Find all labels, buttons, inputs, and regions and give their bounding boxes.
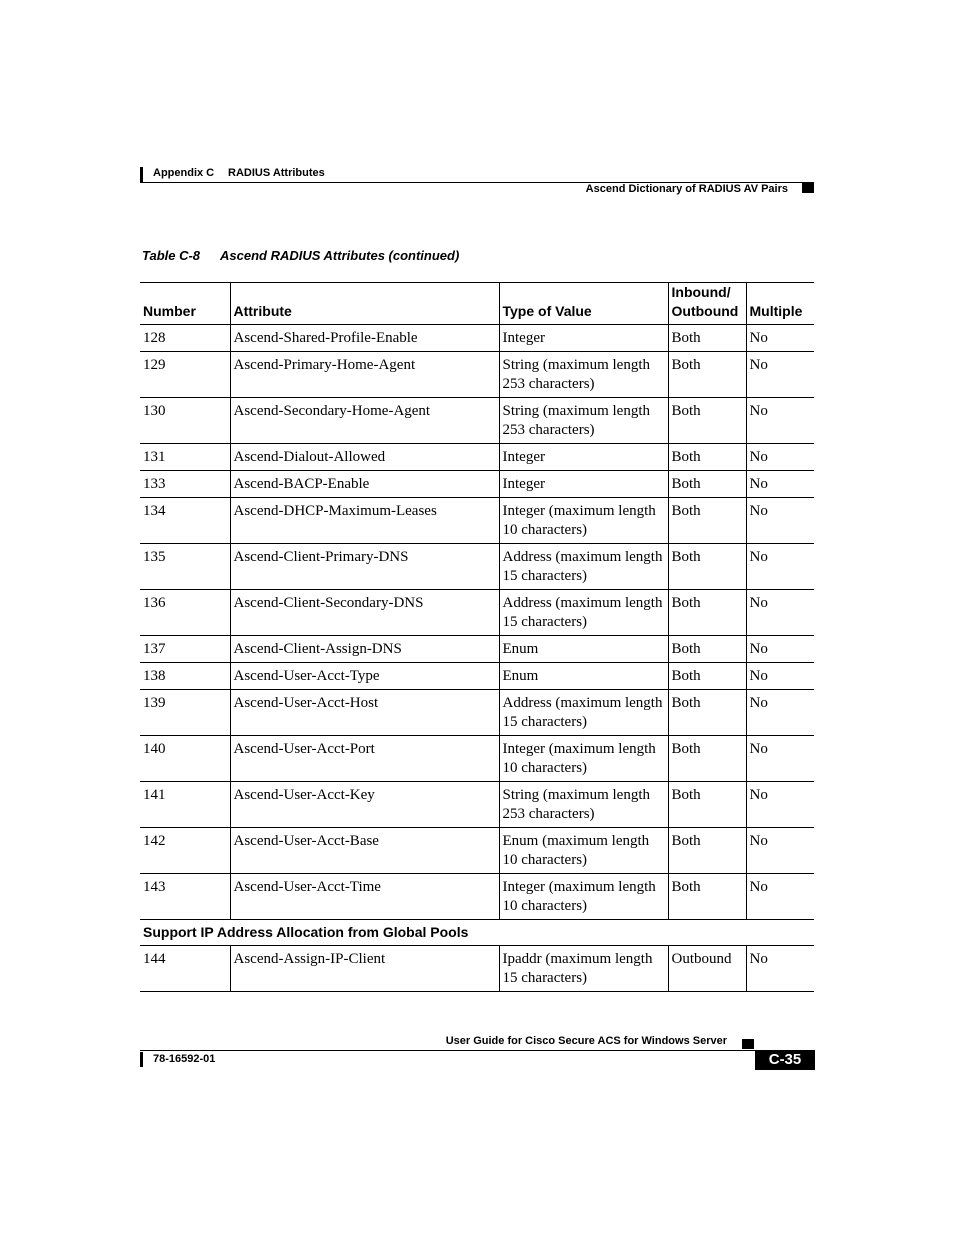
cell-multiple: No <box>746 874 814 920</box>
cell-attribute: Ascend-Primary-Home-Agent <box>230 352 499 398</box>
cell-attribute: Ascend-User-Acct-Type <box>230 663 499 690</box>
cell-multiple: No <box>746 444 814 471</box>
cell-number: 141 <box>140 782 230 828</box>
cell-attribute: Ascend-Secondary-Home-Agent <box>230 398 499 444</box>
cell-direction: Outbound <box>668 946 746 992</box>
cell-multiple: No <box>746 736 814 782</box>
cell-type: Integer <box>499 444 668 471</box>
cell-multiple: No <box>746 398 814 444</box>
table-header-row <box>140 283 814 325</box>
table-row <box>140 352 814 398</box>
header-bar <box>140 167 143 182</box>
column-header-type: Type of Value <box>499 283 668 325</box>
cell-direction: Both <box>668 544 746 590</box>
cell-direction: Both <box>668 498 746 544</box>
cell-attribute: Ascend-User-Acct-Key <box>230 782 499 828</box>
group-body <box>140 946 814 992</box>
column-header-number: Number <box>140 283 230 325</box>
table-row <box>140 636 814 663</box>
cell-type: String (maximum length 253 characters) <box>499 352 668 398</box>
cell-attribute: Ascend-Client-Secondary-DNS <box>230 590 499 636</box>
cell-number: 143 <box>140 874 230 920</box>
cell-attribute: Ascend-User-Acct-Host <box>230 690 499 736</box>
cell-direction: Both <box>668 663 746 690</box>
cell-number: 135 <box>140 544 230 590</box>
cell-number: 134 <box>140 498 230 544</box>
cell-multiple: No <box>746 325 814 352</box>
column-header-multiple: Multiple <box>746 283 814 325</box>
footer-doc-number: 78-16592-01 <box>153 1053 216 1065</box>
group-heading-row <box>140 920 814 946</box>
cell-type: Address (maximum length 15 characters) <box>499 590 668 636</box>
cell-direction: Both <box>668 398 746 444</box>
cell-type: Integer (maximum length 10 characters) <box>499 736 668 782</box>
cell-number: 139 <box>140 690 230 736</box>
column-header-attribute: Attribute <box>230 283 499 325</box>
cell-type: Integer (maximum length 10 characters) <box>499 874 668 920</box>
cell-multiple: No <box>746 352 814 398</box>
cell-number: 138 <box>140 663 230 690</box>
cell-number: 131 <box>140 444 230 471</box>
cell-type: Enum (maximum length 10 characters) <box>499 828 668 874</box>
header-appendix: Appendix C <box>153 167 215 179</box>
cell-number: 144 <box>140 946 230 992</box>
table-row <box>140 471 814 498</box>
cell-number: 140 <box>140 736 230 782</box>
table-row <box>140 736 814 782</box>
cell-number: 128 <box>140 325 230 352</box>
cell-direction: Both <box>668 590 746 636</box>
cell-attribute: Ascend-Shared-Profile-Enable <box>230 325 499 352</box>
footer-bar <box>140 1052 143 1067</box>
cell-attribute: Ascend-User-Acct-Time <box>230 874 499 920</box>
cell-direction: Both <box>668 636 746 663</box>
cell-attribute: Ascend-Dialout-Allowed <box>230 444 499 471</box>
cell-direction: Both <box>668 690 746 736</box>
table-row <box>140 663 814 690</box>
cell-number: 133 <box>140 471 230 498</box>
table-row <box>140 782 814 828</box>
cell-attribute: Ascend-Client-Assign-DNS <box>230 636 499 663</box>
cell-type: Integer <box>499 325 668 352</box>
cell-direction: Both <box>668 471 746 498</box>
cell-multiple: No <box>746 544 814 590</box>
table-row <box>140 874 814 920</box>
column-header-direction: Inbound/ Outbound <box>668 283 746 325</box>
cell-direction: Both <box>668 444 746 471</box>
cell-type: Address (maximum length 15 characters) <box>499 690 668 736</box>
table-row <box>140 690 814 736</box>
cell-multiple: No <box>746 946 814 992</box>
footer-guide-title: User Guide for Cisco Secure ACS for Windows Server <box>445 1035 727 1047</box>
cell-type: Enum <box>499 663 668 690</box>
table-title: Ascend RADIUS Attributes (continued) <box>220 248 460 263</box>
header-marker <box>802 183 814 193</box>
cell-attribute: Ascend-User-Acct-Port <box>230 736 499 782</box>
cell-number: 129 <box>140 352 230 398</box>
group-section <box>140 920 814 946</box>
cell-multiple: No <box>746 663 814 690</box>
page-number: C-35 <box>755 1050 815 1070</box>
cell-attribute: Ascend-DHCP-Maximum-Leases <box>230 498 499 544</box>
cell-type: Address (maximum length 15 characters) <box>499 544 668 590</box>
group-heading: Support IP Address Allocation from Global Pools <box>140 920 814 946</box>
cell-attribute: Ascend-Client-Primary-DNS <box>230 544 499 590</box>
footer-marker <box>742 1039 754 1049</box>
cell-direction: Both <box>668 325 746 352</box>
cell-number: 130 <box>140 398 230 444</box>
cell-number: 142 <box>140 828 230 874</box>
footer-rule <box>140 1050 814 1051</box>
cell-number: 136 <box>140 590 230 636</box>
cell-direction: Both <box>668 828 746 874</box>
cell-attribute: Ascend-User-Acct-Base <box>230 828 499 874</box>
attributes-table <box>140 282 814 992</box>
table-row <box>140 544 814 590</box>
cell-multiple: No <box>746 782 814 828</box>
cell-direction: Both <box>668 782 746 828</box>
cell-type: String (maximum length 253 characters) <box>499 398 668 444</box>
cell-attribute: Ascend-Assign-IP-Client <box>230 946 499 992</box>
header-section: RADIUS Attributes <box>228 167 325 179</box>
cell-direction: Both <box>668 352 746 398</box>
table-row <box>140 946 814 992</box>
table-body <box>140 325 814 920</box>
cell-direction: Both <box>668 736 746 782</box>
cell-multiple: No <box>746 471 814 498</box>
cell-type: Ipaddr (maximum length 15 characters) <box>499 946 668 992</box>
cell-attribute: Ascend-BACP-Enable <box>230 471 499 498</box>
cell-type: Enum <box>499 636 668 663</box>
table-caption <box>142 248 459 263</box>
cell-type: Integer <box>499 471 668 498</box>
header-subsection: Ascend Dictionary of RADIUS AV Pairs <box>585 183 788 195</box>
table-row <box>140 325 814 352</box>
cell-multiple: No <box>746 636 814 663</box>
table-number: Table C-8 <box>142 248 201 263</box>
table-row <box>140 398 814 444</box>
table-row <box>140 590 814 636</box>
cell-direction: Both <box>668 874 746 920</box>
table-row <box>140 444 814 471</box>
cell-multiple: No <box>746 590 814 636</box>
cell-type: Integer (maximum length 10 characters) <box>499 498 668 544</box>
cell-number: 137 <box>140 636 230 663</box>
cell-multiple: No <box>746 828 814 874</box>
table-row <box>140 498 814 544</box>
table-row <box>140 828 814 874</box>
cell-type: String (maximum length 253 characters) <box>499 782 668 828</box>
cell-multiple: No <box>746 498 814 544</box>
cell-multiple: No <box>746 690 814 736</box>
